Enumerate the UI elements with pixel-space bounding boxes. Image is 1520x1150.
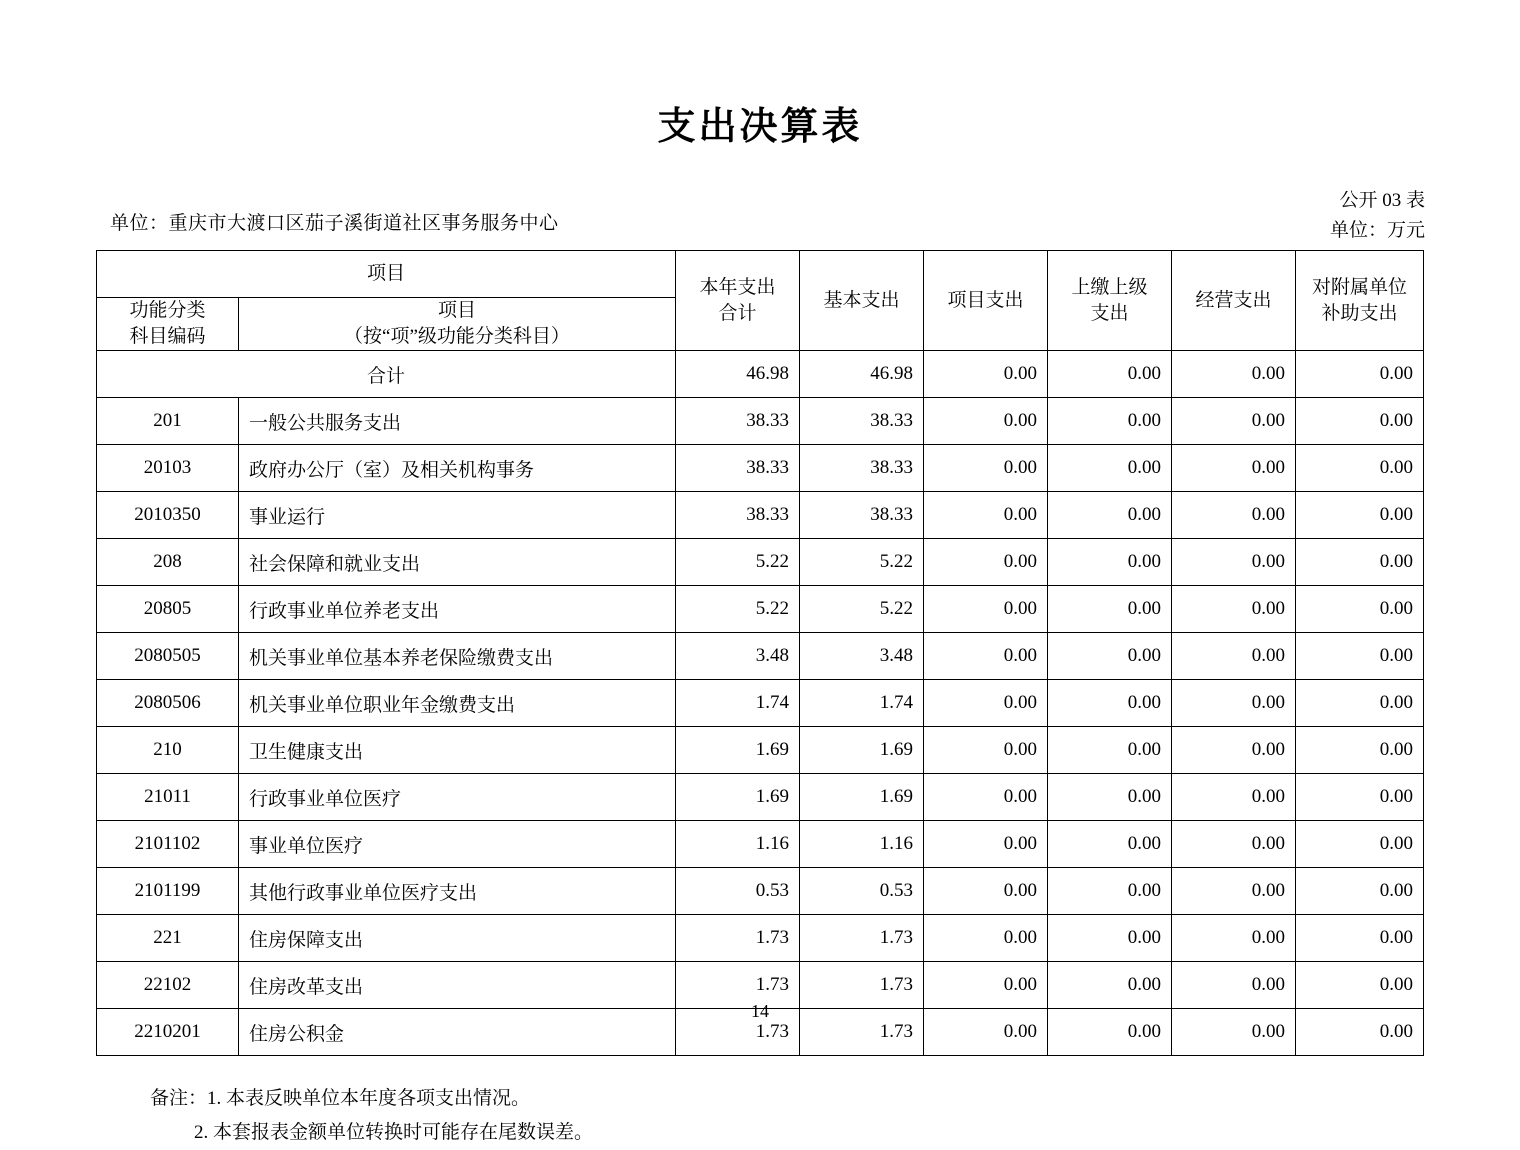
table-row [96, 774, 1423, 821]
row-value-4: 0.00 [1172, 539, 1296, 586]
table-header [96, 251, 1423, 351]
table-body [96, 351, 1423, 1056]
row-value-4: 0.00 [1172, 492, 1296, 539]
row-value-1: 38.33 [800, 398, 924, 445]
row-value-3: 0.00 [1048, 727, 1172, 774]
row-value-1: 5.22 [800, 586, 924, 633]
row-name: 机关事业单位基本养老保险缴费支出 [238, 633, 675, 680]
header-total [676, 251, 800, 351]
row-value-3: 0.00 [1048, 398, 1172, 445]
row-value-0: 5.22 [676, 586, 800, 633]
row-value-4: 0.00 [1172, 868, 1296, 915]
header-subsidy-line2: 补助支出 [1321, 302, 1398, 324]
header-project: 项目支出 [924, 251, 1048, 351]
row-value-1: 1.73 [800, 915, 924, 962]
row-value-2: 0.00 [924, 398, 1048, 445]
row-value-5: 0.00 [1296, 727, 1424, 774]
row-value-3: 0.00 [1048, 774, 1172, 821]
table-row [96, 633, 1423, 680]
row-value-1: 1.73 [800, 1009, 924, 1056]
row-value-3: 0.00 [1048, 680, 1172, 727]
total-value-1: 46.98 [800, 351, 924, 398]
total-label: 合计 [96, 351, 675, 398]
table-row [96, 539, 1423, 586]
row-value-3: 0.00 [1048, 868, 1172, 915]
row-code: 20103 [96, 445, 238, 492]
row-name: 政府办公厅（室）及相关机构事务 [238, 445, 675, 492]
header-code-line1: 功能分类 [129, 300, 206, 321]
row-name: 其他行政事业单位医疗支出 [238, 868, 675, 915]
row-name: 住房改革支出 [238, 962, 675, 1009]
row-name: 社会保障和就业支出 [238, 539, 675, 586]
row-code: 20805 [96, 586, 238, 633]
header-code [96, 298, 238, 351]
row-value-1: 1.73 [800, 962, 924, 1009]
row-value-3: 0.00 [1048, 539, 1172, 586]
row-value-0: 38.33 [676, 445, 800, 492]
table-notes [150, 1082, 1520, 1150]
total-value-3: 0.00 [1048, 351, 1172, 398]
row-value-2: 0.00 [924, 445, 1048, 492]
row-value-1: 1.74 [800, 680, 924, 727]
row-value-0: 1.73 [676, 962, 800, 1009]
row-value-0: 0.53 [676, 868, 800, 915]
row-name: 住房保障支出 [238, 915, 675, 962]
row-value-2: 0.00 [924, 962, 1048, 1009]
row-value-2: 0.00 [924, 633, 1048, 680]
row-value-4: 0.00 [1172, 1009, 1296, 1056]
row-value-0: 1.16 [676, 821, 800, 868]
row-value-5: 0.00 [1296, 398, 1424, 445]
row-value-1: 0.53 [800, 868, 924, 915]
row-value-0: 1.73 [676, 915, 800, 962]
header-subsidy [1296, 251, 1424, 351]
expenditure-table [96, 250, 1424, 1056]
row-value-5: 0.00 [1296, 1009, 1424, 1056]
table-row [96, 680, 1423, 727]
table-row [96, 821, 1423, 868]
row-value-3: 0.00 [1048, 586, 1172, 633]
row-value-3: 0.00 [1048, 492, 1172, 539]
header-total-line1: 本年支出 [699, 276, 776, 298]
unit-name: 单位：重庆市大渡口区茄子溪街道社区事务服务中心 [110, 213, 559, 234]
row-value-2: 0.00 [924, 774, 1048, 821]
table-row [96, 492, 1423, 539]
row-value-5: 0.00 [1296, 586, 1424, 633]
row-code: 2010350 [96, 492, 238, 539]
row-value-2: 0.00 [924, 1009, 1048, 1056]
row-value-5: 0.00 [1296, 962, 1424, 1009]
row-value-5: 0.00 [1296, 633, 1424, 680]
row-value-4: 0.00 [1172, 915, 1296, 962]
row-value-0: 3.48 [676, 633, 800, 680]
row-value-3: 0.00 [1048, 445, 1172, 492]
row-value-5: 0.00 [1296, 539, 1424, 586]
row-code: 22102 [96, 962, 238, 1009]
header-basic: 基本支出 [800, 251, 924, 351]
row-value-3: 0.00 [1048, 962, 1172, 1009]
table-row [96, 915, 1423, 962]
row-value-2: 0.00 [924, 680, 1048, 727]
table-header-row-1 [96, 251, 1423, 298]
row-code: 221 [96, 915, 238, 962]
note-line-2: 2. 本套报表金额单位转换时可能存在尾数误差。 [194, 1122, 594, 1143]
row-value-5: 0.00 [1296, 774, 1424, 821]
total-value-5: 0.00 [1296, 351, 1424, 398]
document-meta [0, 186, 1520, 240]
row-value-3: 0.00 [1048, 633, 1172, 680]
row-code: 2101102 [96, 821, 238, 868]
row-value-2: 0.00 [924, 915, 1048, 962]
row-name: 事业单位医疗 [238, 821, 675, 868]
table-row [96, 586, 1423, 633]
form-meta [1330, 186, 1425, 246]
row-code: 21011 [96, 774, 238, 821]
table-row-total [96, 351, 1423, 398]
table-row [96, 727, 1423, 774]
row-value-5: 0.00 [1296, 492, 1424, 539]
row-value-0: 1.74 [676, 680, 800, 727]
row-value-1: 1.69 [800, 774, 924, 821]
row-value-4: 0.00 [1172, 398, 1296, 445]
row-code: 210 [96, 727, 238, 774]
row-value-4: 0.00 [1172, 633, 1296, 680]
row-value-3: 0.00 [1048, 821, 1172, 868]
row-value-5: 0.00 [1296, 868, 1424, 915]
row-value-0: 5.22 [676, 539, 800, 586]
row-name: 住房公积金 [238, 1009, 675, 1056]
row-value-5: 0.00 [1296, 445, 1424, 492]
row-name: 卫生健康支出 [238, 727, 675, 774]
row-value-2: 0.00 [924, 821, 1048, 868]
row-code: 2101199 [96, 868, 238, 915]
row-code: 201 [96, 398, 238, 445]
row-value-5: 0.00 [1296, 680, 1424, 727]
row-code: 2210201 [96, 1009, 238, 1056]
row-name: 事业运行 [238, 492, 675, 539]
row-value-1: 1.16 [800, 821, 924, 868]
row-value-2: 0.00 [924, 539, 1048, 586]
note-line-1: 备注：1. 本表反映单位本年度各项支出情况。 [150, 1088, 531, 1109]
row-value-0: 38.33 [676, 398, 800, 445]
row-value-5: 0.00 [1296, 915, 1424, 962]
row-value-0: 1.69 [676, 774, 800, 821]
row-value-4: 0.00 [1172, 821, 1296, 868]
table-row [96, 398, 1423, 445]
row-value-0: 1.69 [676, 727, 800, 774]
row-value-2: 0.00 [924, 868, 1048, 915]
row-code: 208 [96, 539, 238, 586]
header-upper-level [1048, 251, 1172, 351]
row-value-5: 0.00 [1296, 821, 1424, 868]
total-value-0: 46.98 [676, 351, 800, 398]
row-value-4: 0.00 [1172, 445, 1296, 492]
total-value-2: 0.00 [924, 351, 1048, 398]
table-row [96, 868, 1423, 915]
row-code: 2080506 [96, 680, 238, 727]
row-code: 2080505 [96, 633, 238, 680]
page-number: 14 [751, 1001, 769, 1021]
row-value-1: 5.22 [800, 539, 924, 586]
row-value-0: 38.33 [676, 492, 800, 539]
header-upper-level-line2: 支出 [1090, 302, 1129, 324]
header-name [238, 298, 675, 351]
row-value-4: 0.00 [1172, 774, 1296, 821]
page-title: 支出决算表 [657, 106, 863, 148]
row-value-1: 38.33 [800, 445, 924, 492]
table-row [96, 445, 1423, 492]
row-value-4: 0.00 [1172, 962, 1296, 1009]
row-value-2: 0.00 [924, 492, 1048, 539]
total-value-4: 0.00 [1172, 351, 1296, 398]
header-name-line2: （按“项”级功能分类科目） [344, 326, 570, 347]
row-name: 一般公共服务支出 [238, 398, 675, 445]
row-value-4: 0.00 [1172, 680, 1296, 727]
row-value-1: 38.33 [800, 492, 924, 539]
row-value-4: 0.00 [1172, 586, 1296, 633]
header-operating: 经营支出 [1172, 251, 1296, 351]
row-name: 机关事业单位职业年金缴费支出 [238, 680, 675, 727]
row-value-3: 0.00 [1048, 1009, 1172, 1056]
row-name: 行政事业单位养老支出 [238, 586, 675, 633]
row-value-0: 1.73 [676, 1009, 800, 1056]
row-value-1: 3.48 [800, 633, 924, 680]
row-value-1: 1.69 [800, 727, 924, 774]
row-value-3: 0.00 [1048, 915, 1172, 962]
header-project-group: 项目 [96, 251, 675, 298]
row-name: 行政事业单位医疗 [238, 774, 675, 821]
header-total-line2: 合计 [718, 302, 757, 324]
row-value-2: 0.00 [924, 727, 1048, 774]
row-value-4: 0.00 [1172, 727, 1296, 774]
header-name-line1: 项目 [437, 300, 476, 321]
header-code-line2: 科目编码 [129, 326, 206, 347]
row-value-2: 0.00 [924, 586, 1048, 633]
header-upper-level-line1: 上缴上级 [1071, 276, 1148, 298]
money-unit: 单位：万元 [1329, 220, 1425, 241]
form-number: 公开 03 表 [1339, 190, 1425, 211]
header-subsidy-line1: 对附属单位 [1311, 276, 1407, 298]
